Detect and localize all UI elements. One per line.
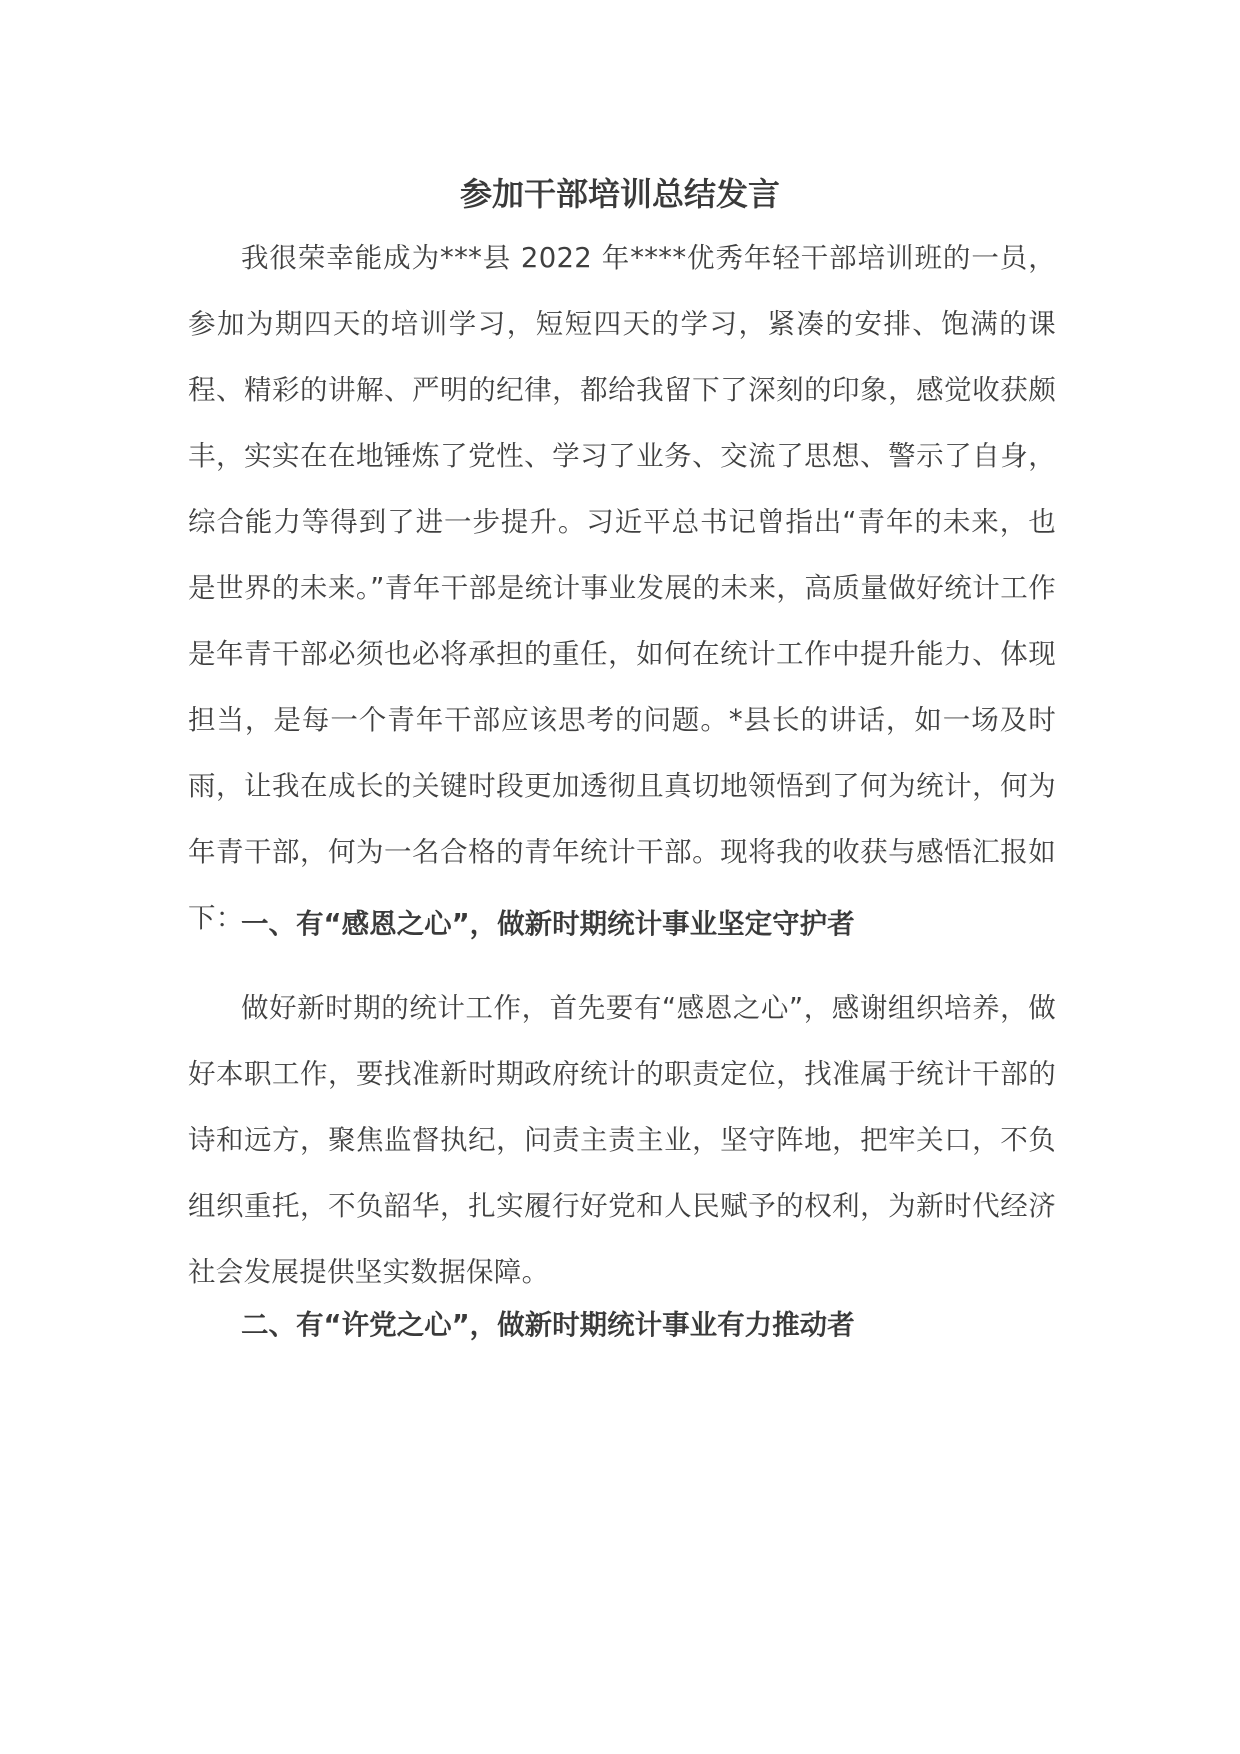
section-heading-1: 一、有“感恩之心”，做新时期统计事业坚定守护者 (241, 908, 855, 940)
document-title: 参加干部培训总结发言 (459, 175, 780, 213)
section-1-paragraph: 做好新时期的统计工作，首先要有“感恩之心”，感谢组织培养，做好本职工作，要找准新时期政府统计的职责定位，找准属于统计干部的诗和远方，聚焦监督执纪，问责主责主业，坚守阵地，把牢关口，不负组织重托，不负韶华，扎实履行好党和人民赋予的权利，为新时代经济社会发展提供坚实数据保障。 (188, 992, 1056, 1288)
section-heading-2: 二、有“许党之心”，做新时期统计事业有力推动者 (241, 1309, 855, 1341)
intro-paragraph: 我很荣幸能成为***县 2022 年****优秀年轻干部培训班的一员，参加为期四天的培训学习，短短四天的学习，紧凑的安排、饱满的课程、精彩的讲解、严明的纪律，都给我留下了深刻的印象，感觉收获颇丰，实实在在地锤炼了党性、学习了业务、交流了思想、警示了自身，综合能力等得到了进一步提升。习近平总书记曾指出“青年的未来，也是世界的未来。”青年干部是统计事业发展的未来，高质量做好统计工作是年青干部必须也必将承担的重任，如何在统计工作中提升能力、体现担当，是每一个青年干部应该思考的问题。*县长的讲话，如一场及时雨，让我在成长的关键时段更加透彻且真切地领悟到了何为统计，何为年青干部，何为一名合格的青年统计干部。现将我的收获与感悟汇报如下： (188, 242, 1056, 934)
